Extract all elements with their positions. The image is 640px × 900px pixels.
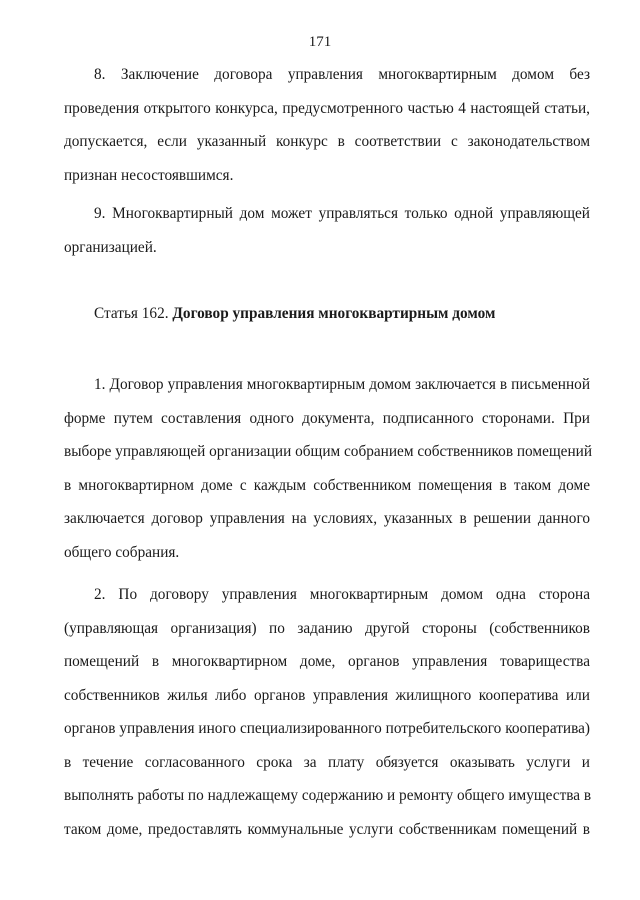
paragraph-line: таком доме, предоставлять коммунальные услуги собственникам помещений в	[64, 820, 590, 838]
paragraph-line: собственников жилья либо органов управления жилищного кооператива или	[64, 686, 590, 704]
paragraph-line: органов управления иного специализированного потребительского кооператива)	[64, 720, 590, 737]
paragraph-line: 1. Договор управления многоквартирным домом заключается в письменной	[94, 376, 590, 393]
paragraph-1-cont	[64, 402, 593, 570]
paragraph-line: допускается, если указанный конкурс в соответствии с законодательством	[64, 133, 590, 150]
paragraph-line: признан несостоявшимся.	[64, 166, 234, 184]
paragraph-9-cont	[64, 231, 590, 265]
paragraph-line: проведения открытого конкурса, предусмотренного частью 4 настоящей статьи,	[64, 99, 590, 117]
article-title: Договор управления многоквартирным домом	[172, 305, 496, 322]
paragraph-8	[94, 58, 590, 92]
paragraph-line: 8. Заключение договора управления многоквартирным домом без	[94, 66, 590, 83]
paragraph-line: в многоквартирном доме с каждым собственником помещения в таком доме	[64, 476, 590, 494]
article-heading	[94, 300, 495, 328]
paragraph-line: общего собрания.	[64, 543, 180, 561]
paragraph-line: выборе управляющей организации общим собранием собственников помещений	[64, 443, 593, 460]
paragraph-1	[94, 368, 590, 402]
article-prefix: Статья 162.	[94, 305, 173, 322]
paragraph-8-cont	[64, 92, 590, 193]
paragraph-line: в течение согласованного срока за плату обязуется оказывать услуги и	[64, 753, 590, 771]
paragraph-line: помещений в многоквартирном доме, органов управления товарищества	[64, 653, 590, 670]
paragraph-line: заключается договор управления на условиях, указанных в решении данного	[64, 510, 590, 527]
paragraph-line: (управляющая организация) по заданию другой стороны (собственников	[64, 619, 590, 637]
paragraph-2	[94, 578, 590, 612]
paragraph-line: выполнять работы по надлежащему содержанию и ремонту общего имущества в	[64, 787, 592, 804]
paragraph-line: 9. Многоквартирный дом может управляться только одной управляющей	[94, 205, 590, 222]
paragraph-9	[94, 197, 590, 231]
page-number: 171	[308, 34, 332, 50]
paragraph-line: форме путем составления одного документа, подписанного сторонами. При	[64, 409, 590, 427]
paragraph-line: организацией.	[64, 238, 157, 256]
paragraph-line: 2. По договору управления многоквартирным домом одна сторона	[94, 586, 590, 603]
paragraph-2-cont	[64, 612, 590, 847]
